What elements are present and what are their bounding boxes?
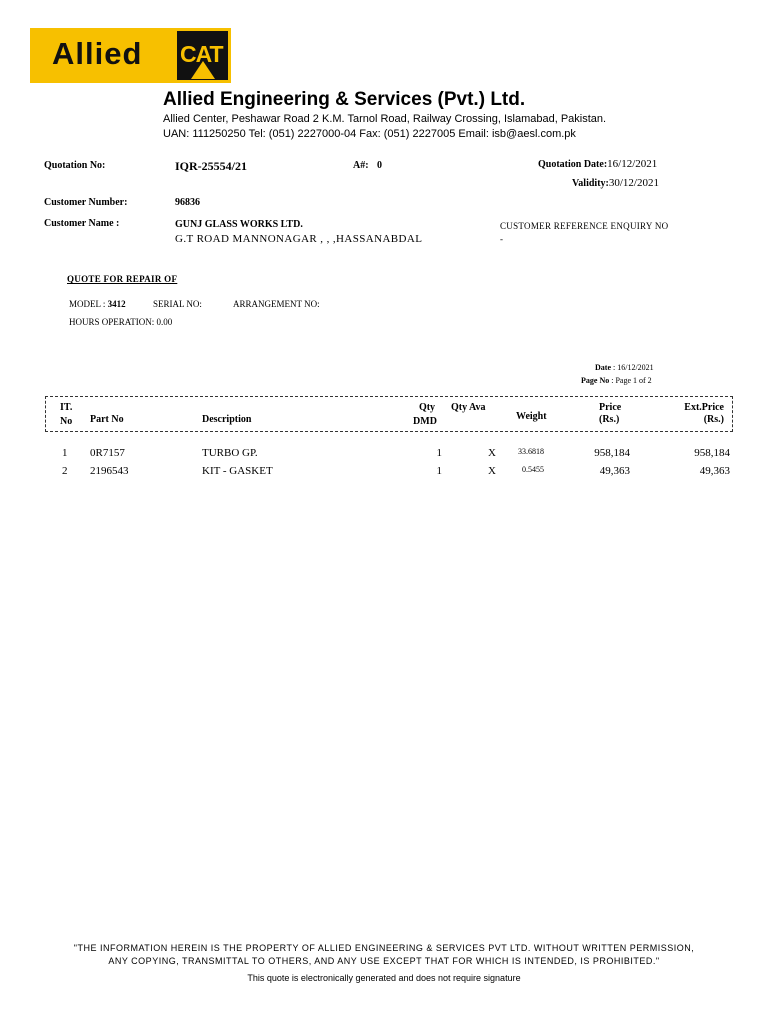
hours-value: 0.00 — [156, 317, 173, 327]
page-date-value: : 16/12/2021 — [613, 363, 654, 372]
company-name: Allied Engineering & Services (Pvt.) Ltd. — [163, 89, 526, 110]
row-2-part: 2196543 — [90, 465, 129, 477]
page-date — [595, 363, 654, 372]
header-ext-price: Ext.Price — [684, 402, 724, 413]
quotation-no-value: IQR-25554/21 — [175, 159, 247, 173]
row-2-price: 49,363 — [599, 465, 630, 477]
customer-address: G.T ROAD MANNONAGAR , , ,HASSANABDAL — [175, 233, 423, 245]
table-header — [45, 396, 733, 432]
header-ext-price-unit: (Rs.) — [703, 414, 724, 425]
validity-value: 30/12/2021 — [608, 177, 659, 189]
cat-badge-text: CAT — [180, 41, 223, 67]
quotation-date — [538, 158, 657, 170]
header-it: IT. — [60, 402, 73, 413]
header-qty: Qty — [418, 402, 436, 413]
a-number-value: 0 — [377, 160, 382, 171]
a-number-label: A#: — [353, 160, 369, 171]
hours-operation — [69, 317, 172, 327]
row-1-availability: X — [488, 447, 496, 459]
row-1-weight: 33.6818 — [518, 447, 544, 456]
header-qty-ava: Qty Ava — [451, 402, 486, 413]
row-2-availability: X — [488, 465, 496, 477]
header-weight: Weight — [516, 411, 547, 422]
customer-number-value: 96836 — [175, 197, 200, 208]
repair-heading: QUOTE FOR REPAIR OF — [67, 274, 178, 284]
footer-note: This quote is electronically generated and does not require signature — [247, 973, 521, 983]
quotation-date-value: 16/12/2021 — [607, 158, 658, 170]
header-price: Price — [599, 402, 622, 413]
customer-reference-label: CUSTOMER REFERENCE ENQUIRY NO — [500, 221, 669, 231]
page-date-label: Date — [595, 363, 611, 372]
page-number-value: : Page 1 of 2 — [611, 376, 652, 385]
row-2-qty: 1 — [436, 465, 442, 477]
row-1-ext-price: 958,184 — [694, 447, 730, 459]
header-part-no: Part No — [90, 414, 124, 425]
logo-text: Allied — [52, 36, 143, 71]
customer-reference-value: - — [500, 234, 503, 244]
header-description: Description — [202, 414, 252, 425]
disclaimer-line-2: ANY COPYING, TRANSMITTAL TO OTHERS, AND ANY USE EXCEPT THAT FOR WHICH IS INTENDED, IS PROHIBITED." — [108, 956, 660, 966]
row-1-it: 1 — [62, 447, 68, 459]
customer-name-value: GUNJ GLASS WORKS LTD. — [175, 219, 303, 230]
hours-label: HOURS OPERATION: — [69, 317, 155, 327]
model — [69, 299, 126, 309]
customer-number-label: Customer Number: — [44, 197, 128, 208]
row-2-ext-price: 49,363 — [699, 465, 730, 477]
row-2-weight: 0.5455 — [522, 465, 544, 474]
row-2-description: KIT - GASKET — [202, 465, 273, 477]
header-price-unit: (Rs.) — [599, 414, 620, 425]
header-dmd: DMD — [413, 416, 437, 427]
arrangement-label: ARRANGEMENT NO: — [233, 299, 320, 309]
model-label: MODEL : — [69, 299, 106, 309]
quotation-date-label: Quotation Date: — [538, 159, 608, 170]
row-2-it: 2 — [62, 465, 68, 477]
disclaimer-line-1: "THE INFORMATION HEREIN IS THE PROPERTY OF ALLIED ENGINEERING & SERVICES PVT LTD. WITHOUT WRITTEN PERMISSION, — [73, 943, 695, 953]
cat-badge — [177, 31, 228, 80]
validity-label: Validity: — [572, 178, 609, 189]
serial-label: SERIAL NO: — [153, 299, 202, 309]
page-number-label: Page No — [581, 376, 610, 385]
validity — [572, 177, 659, 189]
customer-name-label: Customer Name : — [44, 218, 120, 229]
quotation-no-label: Quotation No: — [44, 160, 106, 171]
company-address: Allied Center, Peshawar Road 2 K.M. Tarnol Road, Railway Crossing, Islamabad, Pakistan. — [163, 113, 607, 125]
page-number — [581, 376, 652, 385]
row-1-price: 958,184 — [594, 447, 630, 459]
model-value: 3412 — [107, 299, 126, 309]
row-1-qty: 1 — [436, 447, 442, 459]
company-contact: UAN: 111250250 Tel: (051) 2227000-04 Fax: (051) 2227005 Email: isb@aesl.com.pk — [163, 128, 576, 140]
footer-disclaimer — [0, 942, 768, 968]
row-1-description: TURBO GP. — [202, 447, 258, 459]
header-no: No — [60, 416, 73, 427]
company-logo — [30, 28, 231, 83]
row-1-part: 0R7157 — [90, 447, 125, 459]
